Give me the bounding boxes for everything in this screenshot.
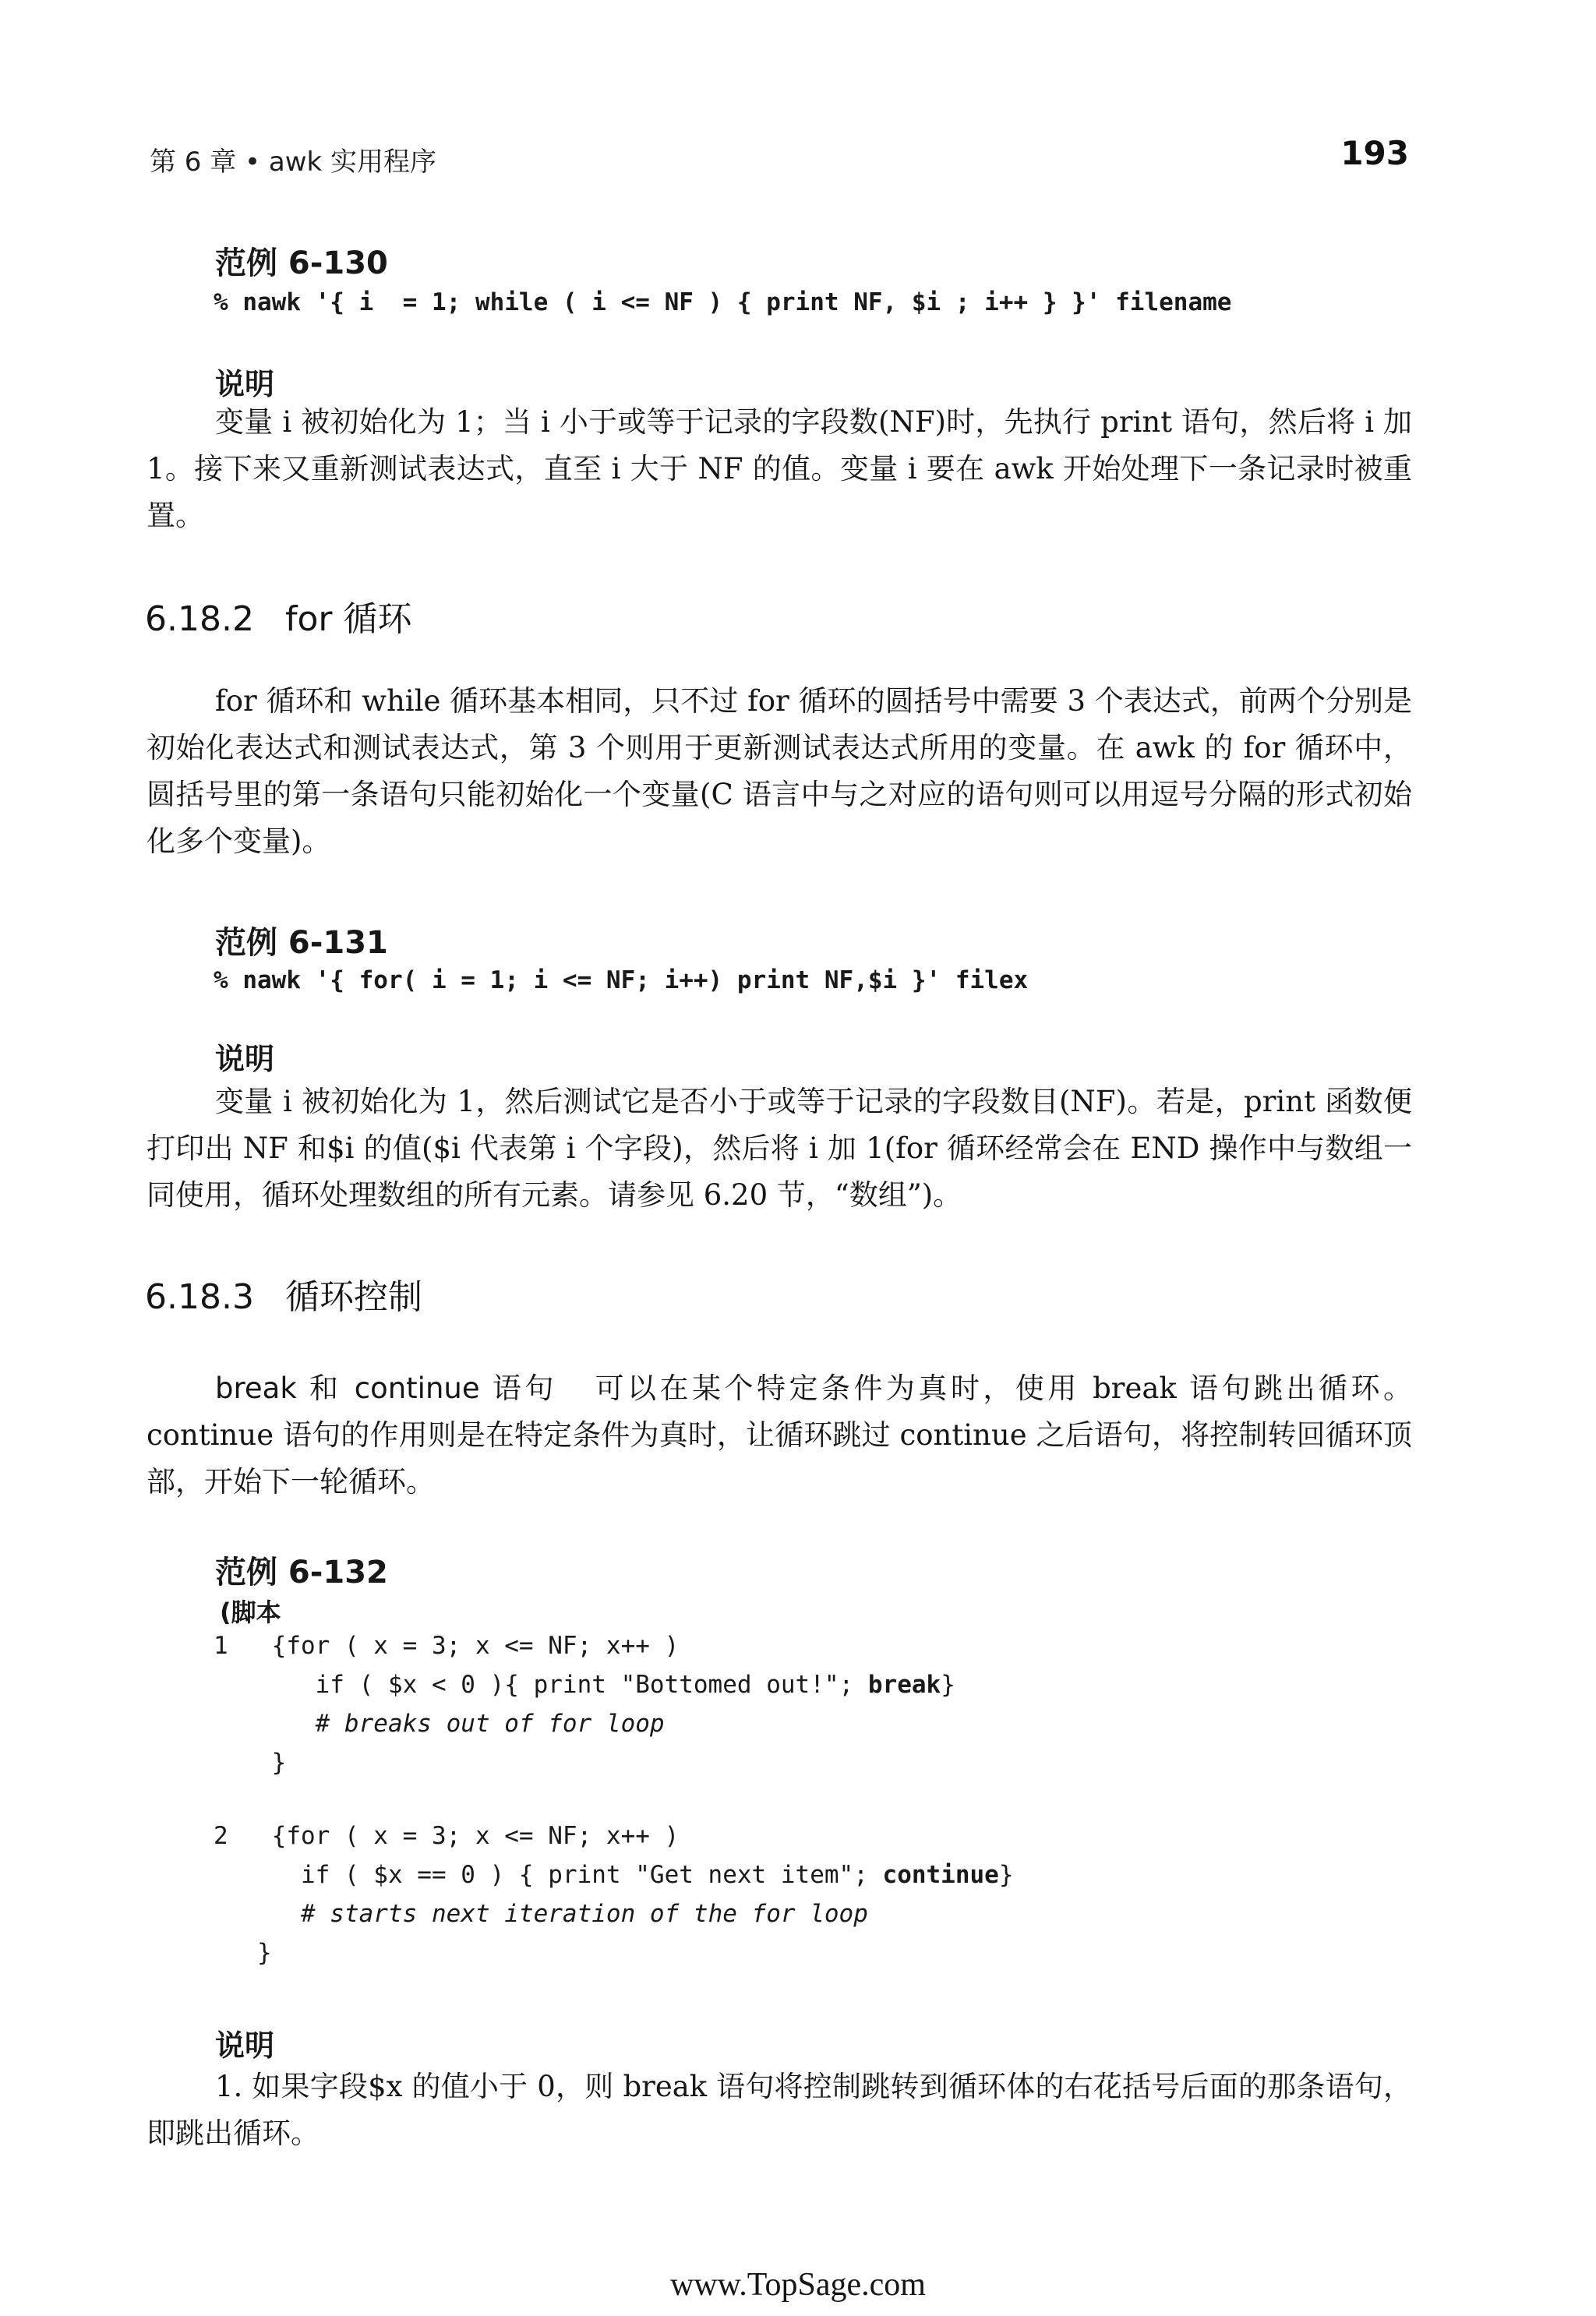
section-title: for 循环	[284, 599, 412, 639]
note-text-6-132: 1. 如果字段$x 的值小于 0，则 break 语句将控制跳转到循环体的右花括号后面的那条语句，即跳出循环。	[147, 2070, 1412, 2150]
page-header	[150, 134, 1409, 181]
script-line: if ( $x < 0 ){ print "Bottomed out!"; break}	[214, 1671, 955, 1699]
code-line-6-131: % nawk '{ for( i = 1; i <= NF; i++) print NF,$i }' filex	[214, 966, 1029, 994]
example-label-6-131: 范例 6-131	[215, 925, 388, 961]
script-line: }	[214, 1749, 287, 1777]
code-comment: # breaks out of for loop	[315, 1710, 665, 1738]
note-text-6-130: 变量 i 被初始化为 1；当 i 小于或等于记录的字段数(NF)时，先执行 print 语句，然后将 i 加 1。接下来又重新测试表达式，直至 i 大于 NF 的值。变量 i 要在 awk 开始处理下一条记录时被重置。	[147, 405, 1412, 532]
section-heading-6-18-2	[145, 591, 411, 641]
section-number: 6.18.3	[145, 1277, 254, 1317]
running-head: 第 6 章 • awk 实用程序	[150, 147, 437, 178]
example-label-6-130: 范例 6-130	[215, 245, 388, 281]
script-line: 2 {for ( x = 3; x <= NF; x++ )	[214, 1822, 680, 1850]
script-line: }	[214, 1939, 272, 1967]
script-line	[214, 1900, 868, 1928]
code-line-6-130: % nawk '{ i = 1; while ( i <= NF ) { print NF, $i ; i++ } }' filename	[214, 288, 1232, 316]
script-line	[214, 1710, 665, 1738]
section-title: 循环控制	[284, 1277, 422, 1317]
script-label: (脚本	[220, 1598, 281, 1627]
keyword: break	[867, 1671, 941, 1699]
example-label-6-132: 范例 6-132	[215, 1555, 388, 1590]
footer-url: www.TopSage.com	[670, 2267, 926, 2303]
section-lead-term: break 和 continue 语句	[215, 1372, 557, 1405]
note-label-6-130: 说明	[215, 367, 275, 401]
keyword: continue	[882, 1861, 999, 1889]
section-number: 6.18.2	[145, 599, 254, 639]
note-text-6-131: 变量 i 被初始化为 1，然后测试它是否小于或等于记录的字段数目(NF)。若是，print 函数便打印出 NF 和$i 的值($i 代表第 i 个字段)，然后将 i 加 1(for 循环经常会在 END 操作中与数组一同使用，循环处理数组的所有元素。请参见 6.20 节，“数组”)。	[147, 1085, 1412, 1212]
section-body-6-18-2: for 循环和 while 循环基本相同，只不过 for 循环的圆括号中需要 3 个表达式，前两个分别是初始化表达式和测试表达式，第 3 个则用于更新测试表达式所用的变量。在 awk 的 for 循环中，圆括号里的第一条语句只能初始化一个变量(C 语言中与之对应的语句则可以用逗号分隔的形式初始化多个变量)。	[147, 684, 1412, 858]
section-body-text: 可以在某个特定条件为真时，使用 break 语句跳出循环。continue 语句的作用则是在特定条件为真时，让循环跳过 continue 之后语句，将控制转回循环顶部，开始下一轮循环。	[147, 1372, 1412, 1499]
note-label-6-131: 说明	[215, 1042, 275, 1076]
page-number: 193	[1340, 134, 1409, 172]
note-label-6-132: 说明	[215, 2028, 275, 2063]
script-line: if ( $x == 0 ) { print "Get next item"; continue}	[214, 1861, 1014, 1889]
section-body-6-18-3	[147, 1365, 1412, 1506]
section-heading-6-18-3	[145, 1269, 422, 1319]
code-comment: # starts next iteration of the for loop	[300, 1900, 868, 1928]
script-line: 1 {for ( x = 3; x <= NF; x++ )	[214, 1632, 680, 1660]
